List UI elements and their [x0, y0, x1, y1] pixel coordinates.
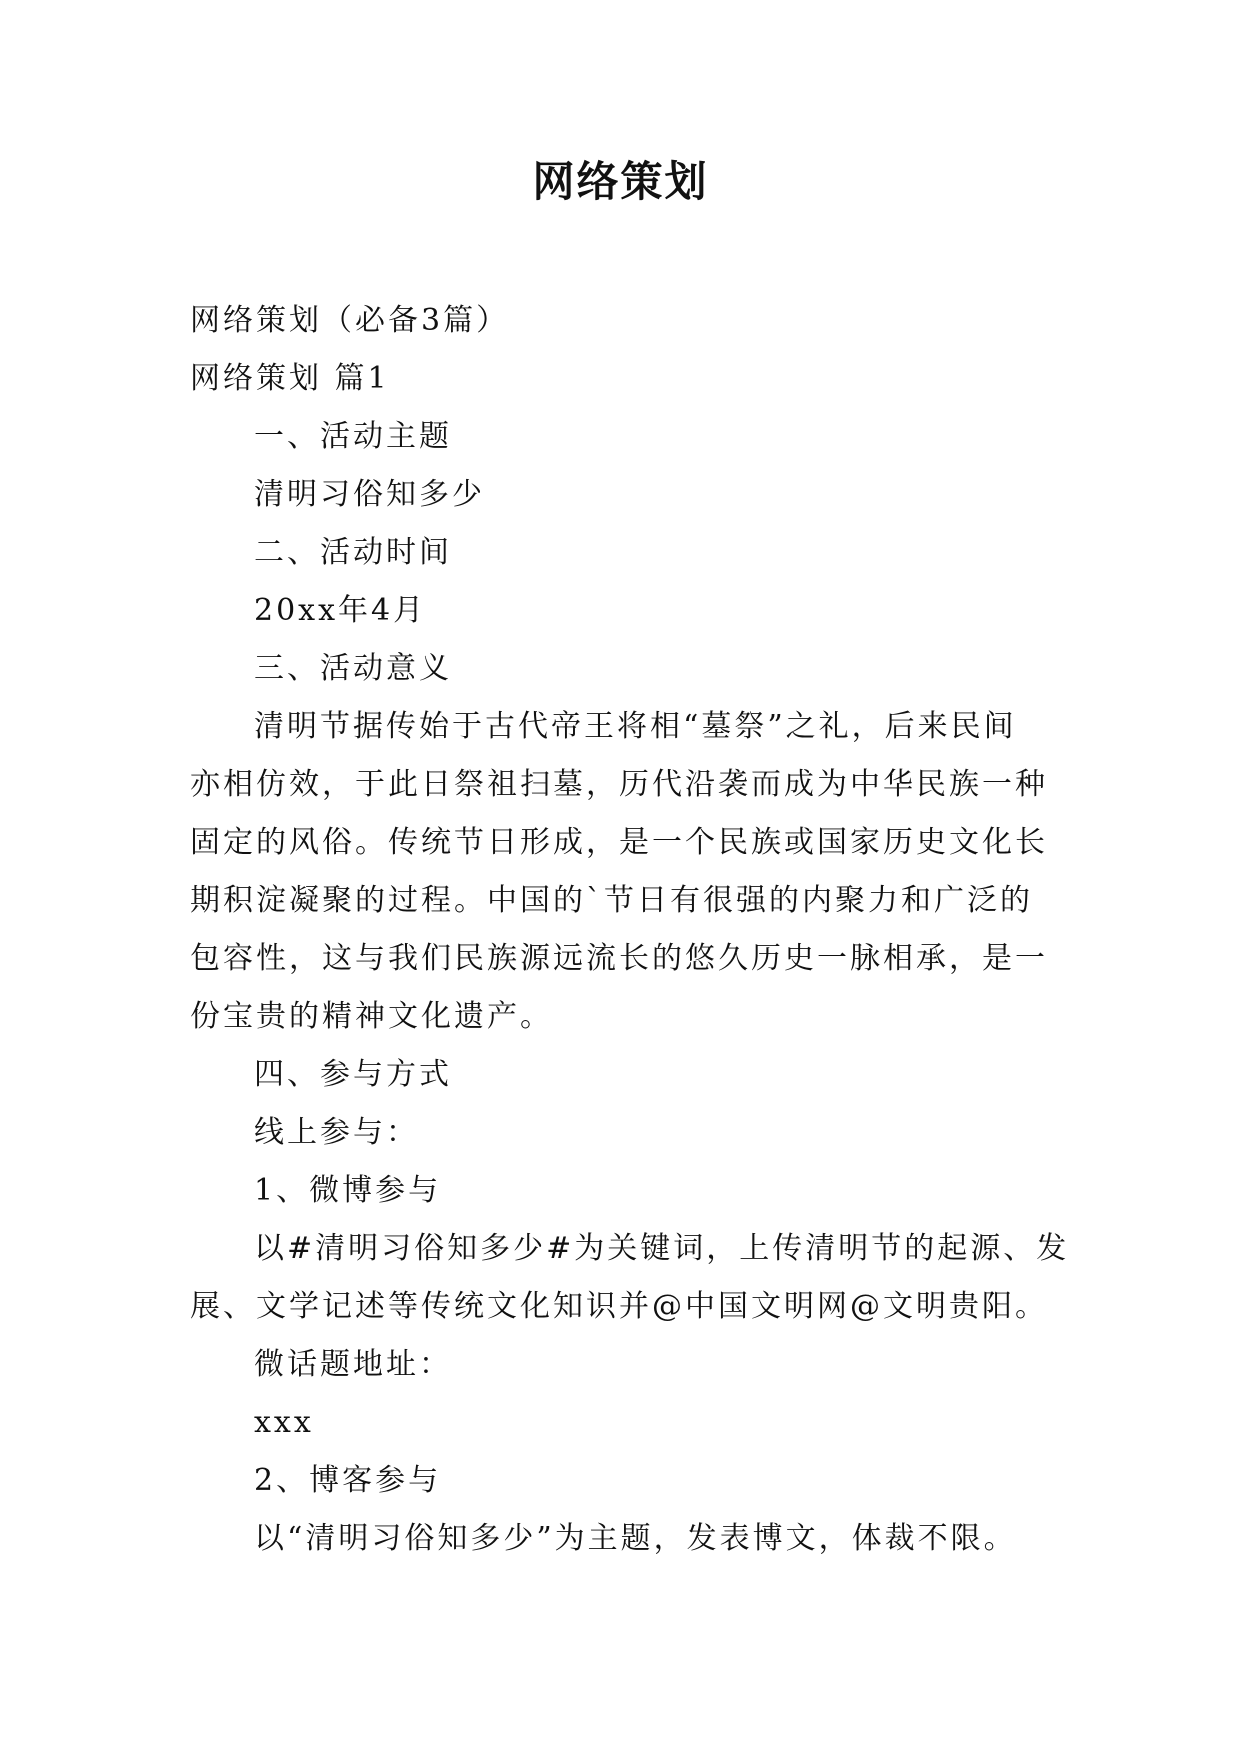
- heading-activity-theme: 一、活动主题: [254, 419, 452, 454]
- paragraph-line: 清明节据传始于古代帝王将相“墓祭”之礼，后来民间: [254, 709, 1017, 744]
- paragraph-line: 份宝贵的精神文化遗产。: [190, 999, 553, 1034]
- document-body: [190, 292, 1070, 1568]
- online-participation-label: 线上参与：: [254, 1115, 419, 1150]
- paragraph-line: 包容性，这与我们民族源远流长的悠久历史一脉相承，是一: [190, 941, 1048, 976]
- paragraph-line: 以#清明习俗知多少#为关键词，上传清明节的起源、发: [254, 1231, 1070, 1266]
- heading-activity-meaning: 三、活动意义: [254, 651, 452, 686]
- paragraph-line: 展、文学记述等传统文化知识并@中国文明网@文明贵阳。: [190, 1289, 1048, 1324]
- section-heading: 网络策划 篇1: [190, 361, 390, 396]
- paragraph-line: 亦相仿效，于此日祭祖扫墓，历代沿袭而成为中华民族一种: [190, 767, 1048, 802]
- blog-heading: 2、博客参与: [254, 1463, 442, 1498]
- activity-theme-text: 清明习俗知多少: [254, 477, 485, 512]
- activity-time-text: 20xx年4月: [254, 593, 427, 628]
- meaning-paragraph: [190, 698, 1050, 1046]
- weibo-heading: 1、微博参与: [254, 1173, 442, 1208]
- heading-participation: 四、参与方式: [254, 1057, 452, 1092]
- subtitle: 网络策划（必备3篇）: [190, 303, 510, 338]
- document-title: 网络策划: [532, 157, 709, 206]
- blog-text: 以“清明习俗知多少”为主题，发表博文，体裁不限。: [254, 1521, 1017, 1556]
- topic-address-value: xxx: [254, 1405, 314, 1440]
- heading-activity-time: 二、活动时间: [254, 535, 452, 570]
- paragraph-line: 期积淀凝聚的过程。中国的`节日有很强的内聚力和广泛的: [190, 883, 1033, 918]
- topic-address-label: 微话题地址：: [254, 1347, 452, 1382]
- paragraph-line: 固定的风俗。传统节日形成，是一个民族或国家历史文化长: [190, 825, 1048, 860]
- weibo-paragraph: [190, 1220, 1070, 1336]
